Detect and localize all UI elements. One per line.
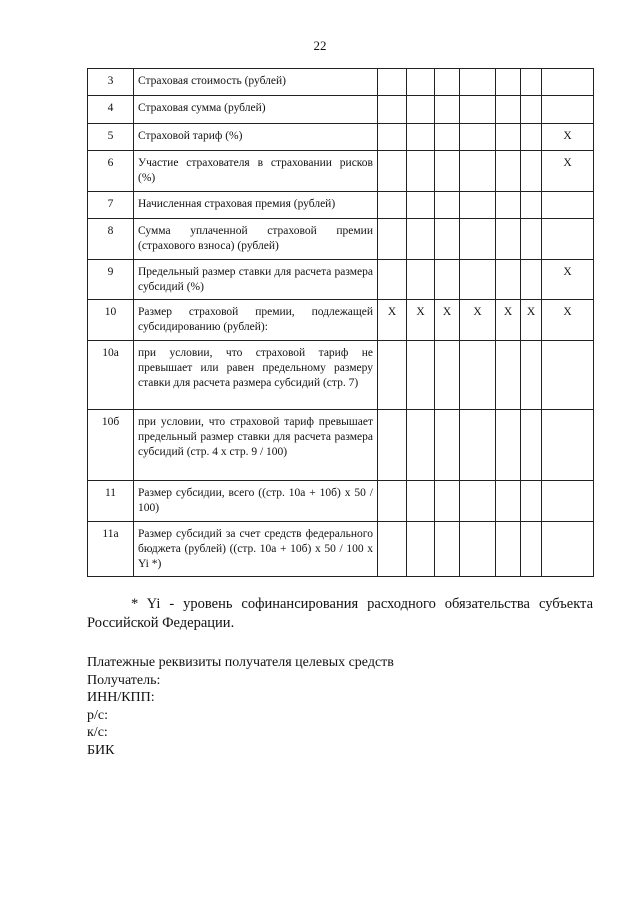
value-cell: Х <box>407 300 435 341</box>
value-cell <box>521 219 542 260</box>
value-cell <box>521 341 542 410</box>
row-number: 6 <box>88 151 134 192</box>
value-cell <box>542 192 594 219</box>
table-row <box>88 69 594 96</box>
value-cell <box>460 192 496 219</box>
value-cell <box>378 341 407 410</box>
value-cell <box>378 410 407 481</box>
value-cell <box>496 410 521 481</box>
table-row <box>88 300 594 341</box>
value-cell <box>496 96 521 124</box>
value-cell <box>521 410 542 481</box>
value-cell <box>460 151 496 192</box>
value-cell <box>496 219 521 260</box>
value-cell <box>542 481 594 522</box>
value-cell: Х <box>542 260 594 300</box>
value-cell <box>496 69 521 96</box>
subsidy-calculation-table <box>87 68 594 577</box>
value-cell <box>435 410 460 481</box>
value-cell <box>435 96 460 124</box>
value-cell <box>521 481 542 522</box>
value-cell <box>460 341 496 410</box>
row-number: 11а <box>88 522 134 577</box>
value-cell <box>378 481 407 522</box>
value-cell: Х <box>542 124 594 151</box>
value-cell: Х <box>460 300 496 341</box>
row-number: 4 <box>88 96 134 124</box>
table-row <box>88 341 594 410</box>
value-cell: Х <box>542 300 594 341</box>
value-cell: Х <box>496 300 521 341</box>
value-cell <box>407 410 435 481</box>
page-number: 22 <box>313 38 327 53</box>
value-cell <box>542 410 594 481</box>
value-cell <box>435 151 460 192</box>
row-description: при условии, что страховой тариф не превышает или равен предельному размеру ставки для расчета размера субсидий (стр. 7) <box>134 341 378 410</box>
value-cell <box>460 481 496 522</box>
value-cell <box>521 151 542 192</box>
value-cell <box>435 219 460 260</box>
row-number: 3 <box>88 69 134 96</box>
value-cell <box>407 260 435 300</box>
settlement-account-label: р/с: <box>87 707 108 723</box>
row-description: Начисленная страховая премия (рублей) <box>134 192 378 219</box>
bik-label: БИК <box>87 742 115 758</box>
value-cell <box>542 96 594 124</box>
table-row <box>88 522 594 577</box>
value-cell <box>407 192 435 219</box>
correspondent-account-label: к/с: <box>87 725 108 740</box>
value-cell <box>460 260 496 300</box>
value-cell <box>521 96 542 124</box>
value-cell: Х <box>435 300 460 341</box>
value-cell: Х <box>542 151 594 192</box>
row-description: Страховой тариф (%) <box>134 124 378 151</box>
row-number: 10 <box>88 300 134 341</box>
value-cell <box>378 219 407 260</box>
row-number: 9 <box>88 260 134 300</box>
row-description: Сумма уплаченной страховой премии (страхового взноса) (рублей) <box>134 219 378 260</box>
value-cell <box>407 96 435 124</box>
table-row <box>88 124 594 151</box>
row-description: Страховая сумма (рублей) <box>134 96 378 124</box>
requisites-title: Платежные реквизиты получателя целевых средств <box>87 655 394 670</box>
value-cell <box>496 260 521 300</box>
value-cell <box>460 410 496 481</box>
value-cell <box>521 69 542 96</box>
value-cell <box>435 69 460 96</box>
table-row <box>88 410 594 481</box>
value-cell <box>542 522 594 577</box>
row-description: Предельный размер ставки для расчета размера субсидий (%) <box>134 260 378 300</box>
payment-requisites <box>87 654 593 759</box>
value-cell <box>460 96 496 124</box>
row-number: 7 <box>88 192 134 219</box>
row-number: 11 <box>88 481 134 522</box>
row-description: Размер субсидии, всего ((стр. 10а + 10б) х 50 / 100) <box>134 481 378 522</box>
value-cell <box>378 192 407 219</box>
value-cell <box>496 192 521 219</box>
value-cell <box>407 219 435 260</box>
value-cell <box>435 260 460 300</box>
table-row <box>88 260 594 300</box>
value-cell <box>407 522 435 577</box>
value-cell <box>460 69 496 96</box>
value-cell <box>542 341 594 410</box>
row-description: Участие страхователя в страховании рисков (%) <box>134 151 378 192</box>
value-cell <box>496 481 521 522</box>
row-number: 8 <box>88 219 134 260</box>
value-cell <box>407 151 435 192</box>
value-cell <box>407 124 435 151</box>
value-cell <box>496 341 521 410</box>
value-cell: Х <box>521 300 542 341</box>
value-cell <box>521 260 542 300</box>
value-cell <box>435 341 460 410</box>
value-cell <box>460 522 496 577</box>
row-number: 10а <box>88 341 134 410</box>
row-description: при условии, что страховой тариф превышает предельный размер ставки для расчета размера субсидий (стр. 4 х стр. 9 / 100) <box>134 410 378 481</box>
table-row <box>88 481 594 522</box>
value-cell <box>407 481 435 522</box>
row-description: Размер субсидий за счет средств федерального бюджета (рублей) ((стр. 10а + 10б) х 50 / 100 х Yi *) <box>134 522 378 577</box>
row-description: Размер страховой премии, подлежащей субсидированию (рублей): <box>134 300 378 341</box>
value-cell <box>542 69 594 96</box>
table-row <box>88 192 594 219</box>
row-description: Страховая стоимость (рублей) <box>134 69 378 96</box>
value-cell <box>521 522 542 577</box>
value-cell <box>542 219 594 260</box>
value-cell <box>378 69 407 96</box>
value-cell <box>460 124 496 151</box>
value-cell <box>378 522 407 577</box>
row-number: 5 <box>88 124 134 151</box>
value-cell <box>407 69 435 96</box>
value-cell <box>496 522 521 577</box>
value-cell <box>378 151 407 192</box>
value-cell <box>496 151 521 192</box>
footnote: * Yi - уровень софинансирования расходного обязательства субъекта Российской Федерации. <box>87 596 593 631</box>
value-cell <box>521 124 542 151</box>
table-row <box>88 151 594 192</box>
value-cell <box>435 481 460 522</box>
recipient-label: Получатель: <box>87 672 161 688</box>
value-cell <box>496 124 521 151</box>
value-cell <box>460 219 496 260</box>
value-cell <box>521 192 542 219</box>
value-cell <box>435 192 460 219</box>
table-row <box>88 219 594 260</box>
value-cell <box>435 522 460 577</box>
value-cell: Х <box>378 300 407 341</box>
row-number: 10б <box>88 410 134 481</box>
value-cell <box>378 96 407 124</box>
inn-kpp-label: ИНН/КПП: <box>87 690 155 705</box>
value-cell <box>378 124 407 151</box>
table-row <box>88 96 594 124</box>
value-cell <box>435 124 460 151</box>
value-cell <box>378 260 407 300</box>
value-cell <box>407 341 435 410</box>
